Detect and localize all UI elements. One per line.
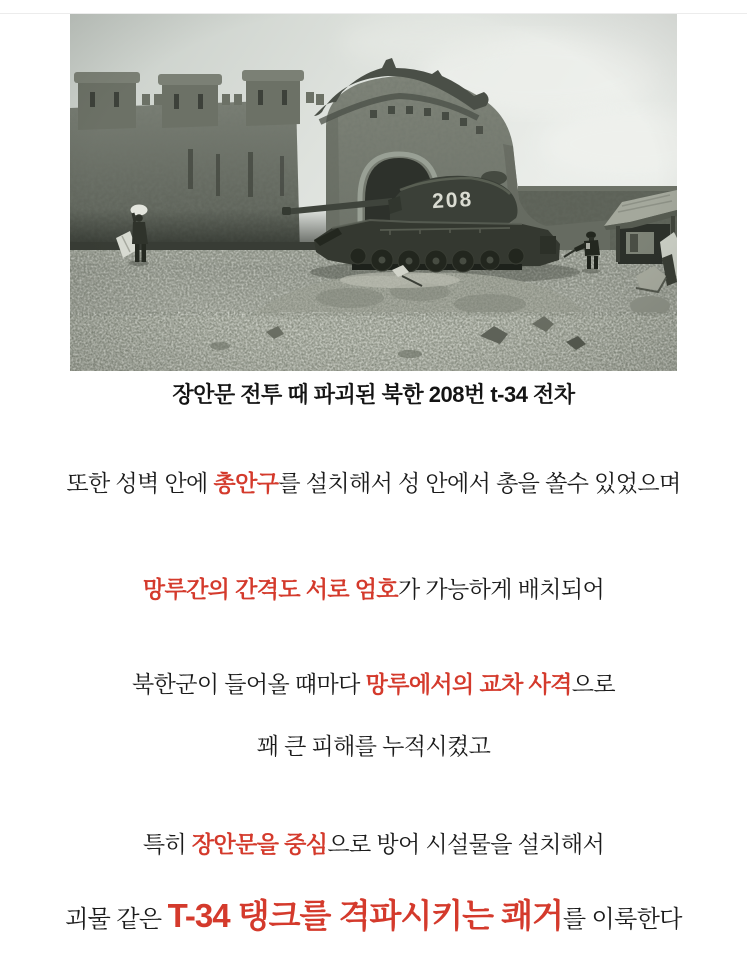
paragraph-6 bbox=[0, 890, 747, 946]
paragraph-5-text-after: 으로 방어 시설물을 설치해서 bbox=[327, 831, 605, 857]
paragraph-4-text: 꽤 큰 피해를 누적시켰고 bbox=[256, 733, 491, 759]
photo-vignette bbox=[70, 14, 677, 371]
paragraph-4 bbox=[0, 727, 747, 766]
battle-photo-illustration bbox=[70, 14, 677, 371]
paragraph-6-emphasis: T-34 탱크를 격파시키는 쾌거 bbox=[167, 897, 563, 934]
paragraph-6-text: 괴물 같은 bbox=[65, 906, 168, 933]
paragraph-1 bbox=[0, 464, 747, 503]
paragraph-2-text-after: 가 가능하게 배치되어 bbox=[398, 576, 605, 602]
paragraph-1-text: 또한 성벽 안에 bbox=[66, 470, 214, 496]
paragraph-5-emphasis: 장안문을 중심 bbox=[191, 831, 328, 857]
battle-photo bbox=[70, 14, 677, 371]
paragraph-3-text: 북한군이 들어올 떄마다 bbox=[132, 671, 366, 697]
paragraph-3-emphasis: 망루에서의 교차 사격 bbox=[365, 671, 572, 697]
paragraph-1-text-after: 를 설치해서 성 안에서 총을 쏠수 있었으며 bbox=[278, 470, 681, 496]
photo-caption: 장안문 전투 때 파괴된 북한 208번 t-34 전차 bbox=[172, 382, 575, 407]
paragraph-1-emphasis: 총안구 bbox=[213, 470, 279, 496]
paragraph-6-text-after: 를 이룩한다 bbox=[562, 906, 682, 933]
paragraph-5 bbox=[0, 825, 747, 864]
paragraph-5-text: 특히 bbox=[142, 831, 192, 857]
paragraph-2-emphasis: 망루간의 간격도 서로 엄호 bbox=[142, 576, 398, 602]
paragraph-3 bbox=[0, 665, 747, 704]
paragraph-2 bbox=[0, 570, 747, 609]
paragraph-3-text-after: 으로 bbox=[571, 671, 615, 697]
